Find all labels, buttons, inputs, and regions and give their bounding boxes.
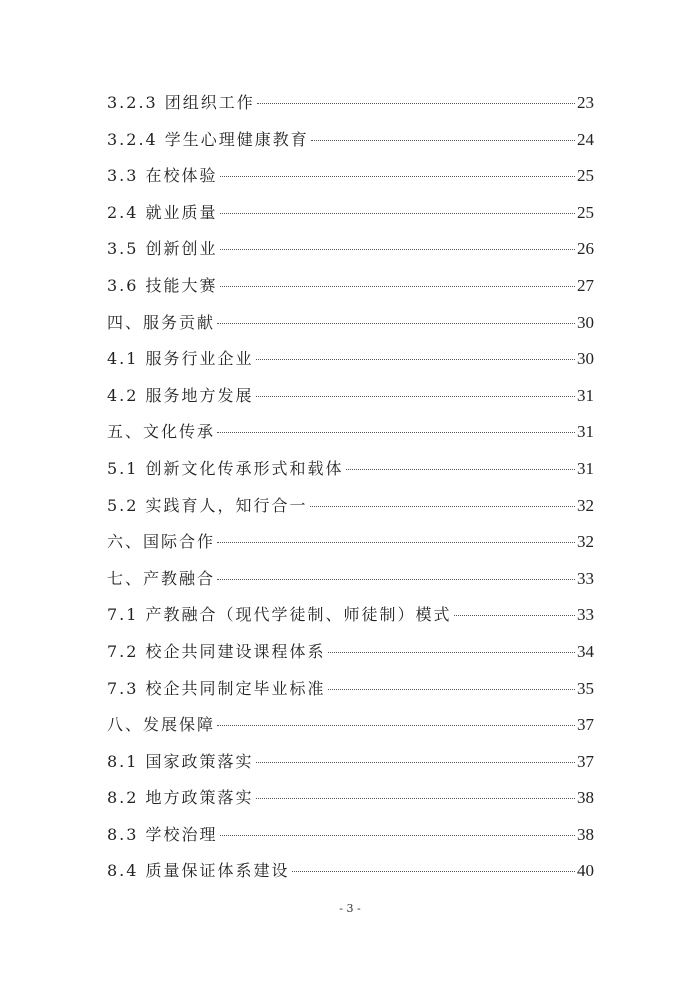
toc-entry-title: 8.2 地方政策落实 (107, 788, 254, 808)
toc-entry-title: 3.2.4 学生心理健康教育 (107, 129, 309, 149)
toc-entry-title: 8.3 学校治理 (107, 824, 218, 844)
toc-entry-page-number: 33 (577, 568, 594, 588)
toc-entry-page-number: 31 (577, 458, 594, 478)
toc-entry-page-number: 25 (577, 202, 594, 222)
toc-entry-page-number: 38 (577, 824, 594, 844)
toc-entry-title: 8.4 质量保证体系建设 (107, 861, 290, 881)
toc-entry[interactable] (107, 491, 594, 528)
toc-entry-page-number: 32 (577, 532, 594, 552)
toc-entry-page-number: 37 (577, 715, 594, 735)
dot-leader (220, 213, 575, 214)
toc-entry-title: 四、服务贡献 (107, 312, 216, 332)
toc-entry[interactable] (107, 344, 594, 381)
toc-entry[interactable] (107, 820, 594, 857)
dot-leader (328, 689, 575, 690)
toc-entry[interactable] (107, 198, 594, 235)
toc-entry-page-number: 24 (577, 129, 594, 149)
dot-leader (220, 835, 575, 836)
toc-entry-page-number: 37 (577, 751, 594, 771)
toc-entry-title: 7.3 校企共同制定毕业标准 (107, 678, 326, 698)
dot-leader (217, 432, 575, 433)
toc-entry-title: 2.4 就业质量 (107, 202, 218, 222)
toc-entry-title: 3.6 技能大赛 (107, 275, 218, 295)
dot-leader (310, 506, 575, 507)
toc-entry-page-number: 25 (577, 166, 594, 186)
toc-entry[interactable] (107, 527, 594, 564)
dot-leader (220, 176, 575, 177)
toc-entry-title: 7.1 产教融合（现代学徒制、师徒制）模式 (107, 605, 452, 625)
dot-leader (256, 798, 575, 799)
dot-leader (257, 103, 575, 104)
toc-entry-page-number: 31 (577, 422, 594, 442)
toc-entry[interactable] (107, 454, 594, 491)
dot-leader (256, 396, 575, 397)
toc-entry-title: 7.2 校企共同建设课程体系 (107, 641, 326, 661)
toc-entry-title: 八、发展保障 (107, 715, 216, 735)
dot-leader (311, 140, 575, 141)
dot-leader (217, 725, 575, 726)
dot-leader (220, 249, 575, 250)
toc-entry-page-number: 32 (577, 495, 594, 515)
dot-leader (292, 871, 575, 872)
toc-entry[interactable] (107, 161, 594, 198)
toc-entry[interactable] (107, 564, 594, 601)
toc-entry-title: 4.1 服务行业企业 (107, 349, 254, 369)
toc-entry[interactable] (107, 308, 594, 345)
toc-entry[interactable] (107, 271, 594, 308)
toc-entry[interactable] (107, 747, 594, 784)
toc-entry[interactable] (107, 381, 594, 418)
toc-entry[interactable] (107, 88, 594, 125)
toc-entry[interactable] (107, 600, 594, 637)
toc-entry[interactable] (107, 417, 594, 454)
toc-entry-page-number: 26 (577, 239, 594, 259)
dot-leader (346, 469, 575, 470)
toc-entry-title: 五、文化传承 (107, 422, 216, 442)
toc-entry-title: 3.5 创新创业 (107, 239, 218, 259)
toc-entry-title: 5.2 实践育人，知行合一 (107, 495, 308, 515)
toc-entry-page-number: 35 (577, 678, 594, 698)
dot-leader (217, 579, 575, 580)
toc-entry-title: 六、国际合作 (107, 532, 216, 552)
dot-leader (256, 359, 575, 360)
toc-entry-title: 七、产教融合 (107, 568, 216, 588)
page-number-footer: - 3 - (339, 902, 361, 915)
toc-entry[interactable] (107, 783, 594, 820)
toc-entry-title: 5.1 创新文化传承形式和载体 (107, 458, 344, 478)
toc-entry-title: 3.3 在校体验 (107, 166, 218, 186)
toc-entry[interactable] (107, 674, 594, 711)
dot-leader (217, 323, 575, 324)
toc-entry-page-number: 33 (577, 605, 594, 625)
toc-entry-page-number: 23 (577, 93, 594, 112)
toc-entry-page-number: 30 (577, 312, 594, 332)
toc-entry-page-number: 38 (577, 788, 594, 808)
dot-leader (220, 286, 575, 287)
toc-entry[interactable] (107, 710, 594, 747)
toc-entry-page-number: 34 (577, 641, 594, 661)
toc-entry-page-number: 27 (577, 275, 594, 295)
table-of-contents (107, 88, 594, 893)
toc-entry[interactable] (107, 234, 594, 271)
toc-entry-page-number: 31 (577, 385, 594, 405)
toc-entry-title: 8.1 国家政策落实 (107, 751, 254, 771)
toc-entry-title: 3.2.3 团组织工作 (107, 93, 255, 112)
toc-entry[interactable] (107, 856, 594, 893)
toc-entry-page-number: 30 (577, 349, 594, 369)
toc-entry[interactable] (107, 125, 594, 162)
dot-leader (217, 542, 575, 543)
dot-leader (454, 615, 575, 616)
dot-leader (328, 652, 575, 653)
toc-entry-page-number: 40 (577, 861, 594, 881)
dot-leader (256, 762, 575, 763)
toc-entry-title: 4.2 服务地方发展 (107, 385, 254, 405)
toc-entry[interactable] (107, 637, 594, 674)
